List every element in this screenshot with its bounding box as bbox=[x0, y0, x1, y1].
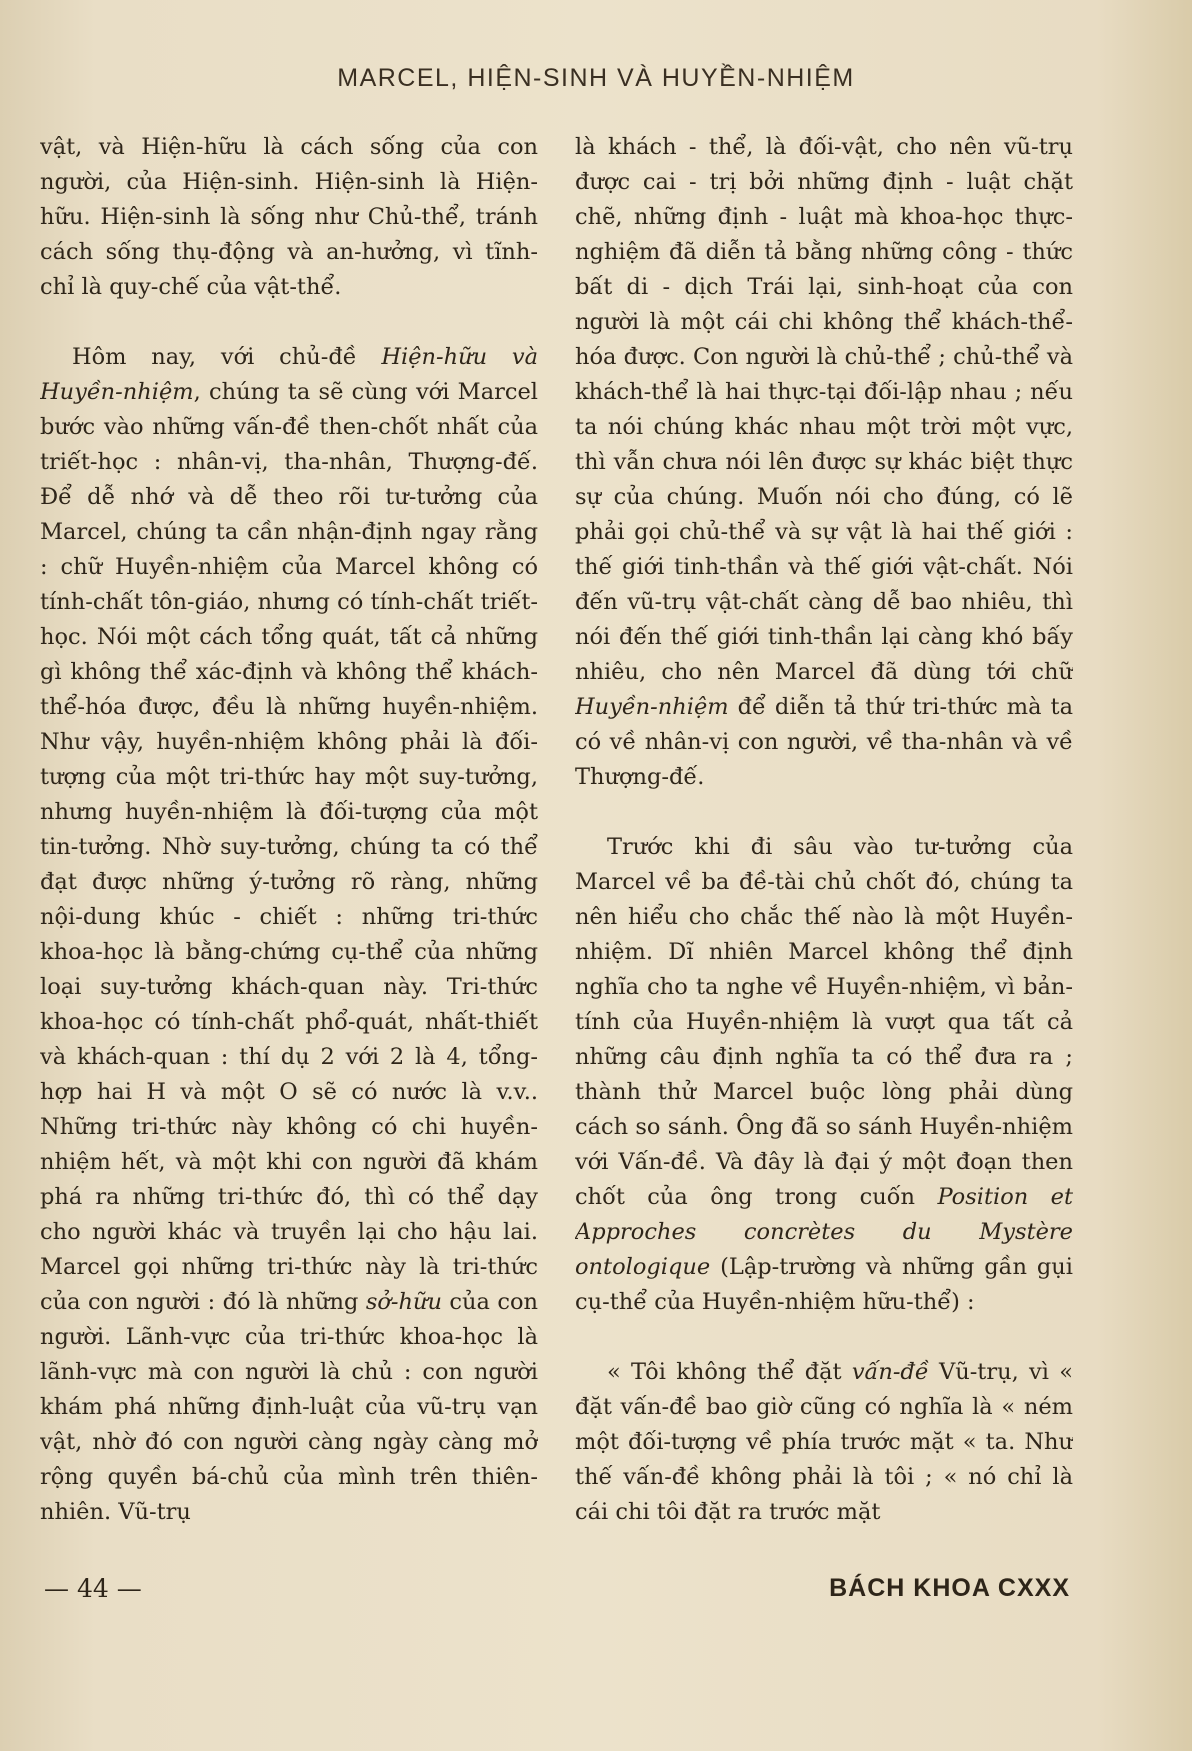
right-column bbox=[575, 130, 1073, 1560]
text-run: để diễn tả thứ tri-thức mà ta có về nhân-vị con người, về tha-nhân và về Thượng-đế. bbox=[575, 694, 1073, 790]
right-paragraph-1 bbox=[575, 130, 1073, 795]
left-column bbox=[40, 130, 538, 1560]
italic-term-van-de: vấn-đề bbox=[851, 1359, 929, 1385]
left-paragraph-2 bbox=[40, 340, 538, 1530]
text-run: là khách - thể, là đối-vật, cho nên vũ-trụ được cai - trị bởi những định - luật chặt chẽ, những định - luật mà khoa-học thực-nghiệm đã diễn tả bằng những công - thức bất di - dịch Trái lại, sinh-hoạt của con người là một cái chi không thể khách-thể-hóa được. Con người là chủ-thể ; chủ-thể và khách-thể là hai thực-tại đối-lập nhau ; nếu ta nói chúng khác nhau một trời một vực, thì vẫn chưa nói lên được sự khác biệt thực sự của chúng. Muốn nói cho đúng, có lẽ phải gọi chủ-thể và sự vật là hai thế giới : thế giới tinh-thần và thế giới vật-chất. Nói đến vũ-trụ vật-chất càng dễ bao nhiêu, thì nói đến thế giới tinh-thần lại càng khó bấy nhiêu, cho nên Marcel đã dùng tới chữ bbox=[575, 134, 1073, 685]
quotation bbox=[575, 1355, 1073, 1530]
text-run: Hôm nay, với chủ-đề bbox=[72, 344, 382, 370]
text-run: Vũ-trụ, vì « đặt vấn-đề bao giờ cũng có nghĩa là « ném một đối-tượng về phía trước mặt « ta. Như thế vấn-đề không phải là tôi ; « nó chỉ là cái chi tôi đặt ra trước mặt bbox=[575, 1359, 1073, 1525]
right-paragraph-2 bbox=[575, 830, 1073, 1320]
running-title: MARCEL, HIỆN-SINH VÀ HUYỀN-NHIỆM bbox=[337, 64, 855, 92]
text-run: , chúng ta sẽ cùng với Marcel bước vào những vấn-đề then-chốt nhất của triết-học : nhân-vị, tha-nhân, Thượng-đế. Để dễ nhớ và dễ theo rõi tư-tưởng của Marcel, chúng ta cần nhận-định ngay rằng : chữ Huyền-nhiệm của Marcel không có tính-chất tôn-giáo, nhưng có tính-chất triết-học. Nói một cách tổng quát, tất cả những gì không thể xác-định và không thể khách-thể-hóa được, đều là những huyền-nhiệm. Như vậy, huyền-nhiệm không phải là đối-tượng của một tri-thức hay một suy-tưởng, nhưng huyền-nhiệm là đối-tượng của một tin-tưởng. Nhờ suy-tưởng, chúng ta có thể đạt được những ý-tưởng rõ ràng, những nội-dung khúc - chiết : những tri-thức khoa-học là bằng-chứng cụ-thể của những loại suy-tưởng khách-quan này. Tri-thức khoa-học có tính-chất phổ-quát, nhất-thiết và khách-quan : thí dụ 2 với 2 là 4, tổng-hợp hai H và một O sẽ có nước là v.v.. Những tri-thức này không có chi huyền-nhiệm hết, và một khi con người đã khám phá ra những tri-thức đó, thì có thể dạy cho người khác và truyền lại cho hậu lai. Marcel gọi những tri-thức này là tri-thức của con người : đó là những bbox=[40, 379, 538, 1315]
text-run: Trước khi đi sâu vào tư-tưởng của Marcel về ba đề-tài chủ chốt đó, chúng ta nên hiểu cho chắc thế nào là một Huyền-nhiệm. Dĩ nhiên Marcel không thể định nghĩa cho ta nghe về Huyền-nhiệm, vì bản-tính của Huyền-nhiệm là vượt qua tất cả những câu định nghĩa ta có thể đưa ra ; thành thử Marcel buộc lòng phải dùng cách so sánh. Ông đã so sánh Huyền-nhiệm với Vấn-đề. Và đây là đại ý một đoạn then chốt của ông trong cuốn bbox=[575, 834, 1073, 1210]
text-run: của con người. Lãnh-vực của tri-thức khoa-học là lãnh-vực mà con người là chủ : con người khám phá những định-luật của vũ-trụ vạn vật, nhờ đó con người càng ngày càng mở rộng quyền bá-chủ của mình trên thiên-nhiên. Vũ-trụ bbox=[40, 1289, 538, 1525]
left-paragraph-1: vật, và Hiện-hữu là cách sống của con người, của Hiện-sinh. Hiện-sinh là Hiện-hữu. Hiện-sinh là sống như Chủ-thể, tránh cách sống thụ-động và an-hưởng, vì tĩnh-chỉ là quy-chế của vật-thể. bbox=[40, 134, 538, 300]
text-run: (Lập-trường và những gần gụi cụ-thể của Huyền-nhiệm hữu-thể) : bbox=[575, 1254, 1073, 1315]
journal-name: BÁCH KHOA CXXX bbox=[829, 1574, 1070, 1602]
italic-term-so-huu: sở-hữu bbox=[365, 1289, 442, 1315]
italic-term-huyen-nhiem: Huyền-nhiệm bbox=[575, 694, 729, 720]
italic-book-title: Position et Approches concrètes du Mystère ontologique bbox=[575, 1184, 1073, 1280]
text-run: « Tôi không thể đặt bbox=[607, 1359, 852, 1385]
italic-term-hien-huu-huyen-nhiem: Hiện-hữu và Huyền-nhiệm bbox=[40, 344, 538, 405]
page-number: — 44 — bbox=[44, 1574, 142, 1603]
